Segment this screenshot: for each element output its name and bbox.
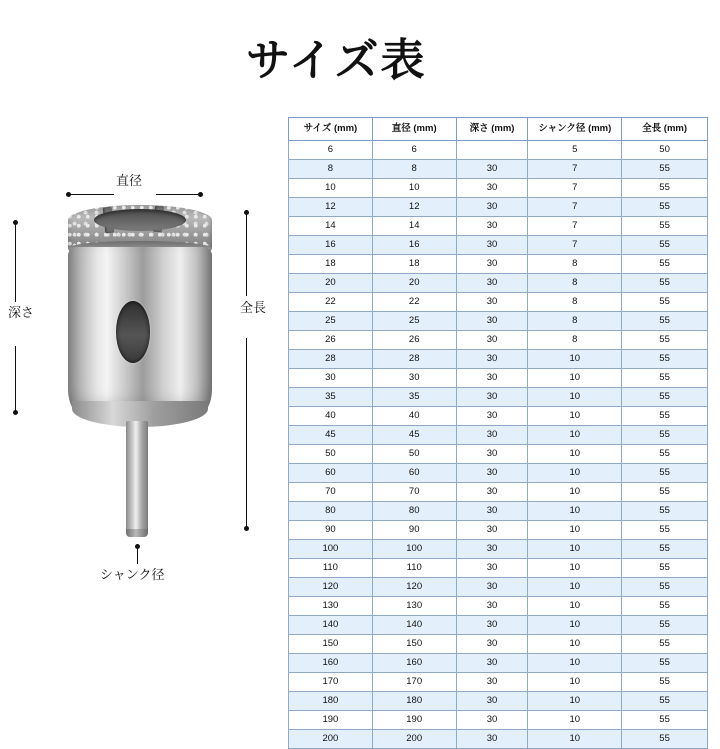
table-row bbox=[289, 502, 708, 521]
table-row bbox=[289, 692, 708, 711]
table-cell: 150 bbox=[289, 635, 373, 654]
diameter-label: 直径 bbox=[116, 173, 143, 188]
table-cell bbox=[456, 141, 528, 160]
table-cell: 30 bbox=[456, 407, 528, 426]
table-cell: 10 bbox=[528, 635, 622, 654]
table-cell: 14 bbox=[289, 217, 373, 236]
table-cell: 50 bbox=[372, 445, 456, 464]
table-cell: 55 bbox=[622, 179, 708, 198]
table-cell: 10 bbox=[528, 616, 622, 635]
product-dimension-diagram bbox=[0, 150, 280, 610]
shank-dim-endpoint bbox=[135, 544, 140, 549]
column-header-diameter: 直径 (mm) bbox=[372, 118, 456, 141]
column-header-size: サイズ (mm) bbox=[289, 118, 373, 141]
table-row bbox=[289, 483, 708, 502]
table-cell: 8 bbox=[528, 274, 622, 293]
table-cell: 25 bbox=[289, 312, 373, 331]
table-cell: 30 bbox=[456, 635, 528, 654]
table-cell: 55 bbox=[622, 407, 708, 426]
table-cell: 8 bbox=[528, 293, 622, 312]
table-cell: 10 bbox=[528, 483, 622, 502]
table-cell: 35 bbox=[372, 388, 456, 407]
table-cell: 10 bbox=[528, 502, 622, 521]
size-table bbox=[288, 117, 708, 749]
total-length-dim-line-top bbox=[246, 212, 247, 296]
table-cell: 100 bbox=[372, 540, 456, 559]
depth-dim-endpoint bbox=[13, 220, 18, 225]
table-cell: 7 bbox=[528, 179, 622, 198]
table-cell: 30 bbox=[456, 464, 528, 483]
table-cell: 55 bbox=[622, 635, 708, 654]
table-cell: 30 bbox=[456, 236, 528, 255]
table-cell: 7 bbox=[528, 160, 622, 179]
table-cell: 110 bbox=[289, 559, 373, 578]
table-cell: 30 bbox=[456, 559, 528, 578]
table-row bbox=[289, 255, 708, 274]
table-cell: 12 bbox=[372, 198, 456, 217]
table-row bbox=[289, 236, 708, 255]
table-row bbox=[289, 217, 708, 236]
column-header-total-length: 全長 (mm) bbox=[622, 118, 708, 141]
table-cell: 26 bbox=[372, 331, 456, 350]
table-cell: 35 bbox=[289, 388, 373, 407]
table-cell: 55 bbox=[622, 654, 708, 673]
table-cell: 6 bbox=[289, 141, 373, 160]
table-cell: 60 bbox=[289, 464, 373, 483]
table-cell: 55 bbox=[622, 502, 708, 521]
table-cell: 10 bbox=[528, 464, 622, 483]
table-cell: 55 bbox=[622, 540, 708, 559]
table-cell: 10 bbox=[372, 179, 456, 198]
table-cell: 30 bbox=[456, 198, 528, 217]
table-cell: 90 bbox=[372, 521, 456, 540]
table-row bbox=[289, 312, 708, 331]
depth-dim-line-top bbox=[15, 222, 16, 302]
table-header-row bbox=[289, 118, 708, 141]
table-cell: 30 bbox=[456, 312, 528, 331]
table-row bbox=[289, 540, 708, 559]
table-cell: 55 bbox=[622, 673, 708, 692]
table-cell: 30 bbox=[456, 521, 528, 540]
table-cell: 55 bbox=[622, 730, 708, 749]
table-cell: 55 bbox=[622, 483, 708, 502]
table-cell: 10 bbox=[528, 711, 622, 730]
table-cell: 30 bbox=[456, 350, 528, 369]
table-cell: 55 bbox=[622, 388, 708, 407]
table-cell: 30 bbox=[456, 654, 528, 673]
table-cell: 8 bbox=[528, 331, 622, 350]
table-cell: 16 bbox=[289, 236, 373, 255]
table-cell: 30 bbox=[456, 540, 528, 559]
table-cell: 50 bbox=[289, 445, 373, 464]
table-row bbox=[289, 331, 708, 350]
table-cell: 30 bbox=[456, 331, 528, 350]
table-row bbox=[289, 407, 708, 426]
table-cell: 60 bbox=[372, 464, 456, 483]
table-cell: 130 bbox=[372, 597, 456, 616]
table-cell: 10 bbox=[528, 578, 622, 597]
table-cell: 5 bbox=[528, 141, 622, 160]
shank-diameter-label: シャンク径 bbox=[100, 567, 165, 582]
table-cell: 55 bbox=[622, 559, 708, 578]
table-cell: 10 bbox=[528, 445, 622, 464]
table-cell: 10 bbox=[528, 426, 622, 445]
table-cell: 7 bbox=[528, 217, 622, 236]
table-cell: 30 bbox=[456, 217, 528, 236]
table-cell: 55 bbox=[622, 312, 708, 331]
table-row bbox=[289, 274, 708, 293]
table-cell: 30 bbox=[456, 502, 528, 521]
table-cell: 10 bbox=[528, 692, 622, 711]
total-length-dim-endpoint bbox=[244, 526, 249, 531]
table-row bbox=[289, 559, 708, 578]
column-header-shank-diameter: シャンク径 (mm) bbox=[528, 118, 622, 141]
table-cell: 30 bbox=[456, 578, 528, 597]
table-cell: 30 bbox=[456, 179, 528, 198]
table-cell: 8 bbox=[528, 312, 622, 331]
table-cell: 7 bbox=[528, 198, 622, 217]
shank bbox=[126, 421, 148, 533]
table-cell: 55 bbox=[622, 217, 708, 236]
table-cell: 10 bbox=[528, 597, 622, 616]
table-cell: 20 bbox=[372, 274, 456, 293]
table-cell: 110 bbox=[372, 559, 456, 578]
total-length-dim-endpoint bbox=[244, 210, 249, 215]
table-cell: 30 bbox=[456, 445, 528, 464]
table-cell: 30 bbox=[456, 388, 528, 407]
table-cell: 30 bbox=[456, 616, 528, 635]
table-cell: 190 bbox=[372, 711, 456, 730]
table-row bbox=[289, 179, 708, 198]
table-row bbox=[289, 654, 708, 673]
size-table-container bbox=[288, 117, 708, 749]
barrel-window-hole bbox=[116, 301, 150, 363]
depth-dim-endpoint bbox=[13, 410, 18, 415]
table-cell: 55 bbox=[622, 293, 708, 312]
table-row bbox=[289, 445, 708, 464]
table-cell: 30 bbox=[456, 160, 528, 179]
total-length-label: 全長 bbox=[240, 300, 267, 315]
table-cell: 55 bbox=[622, 350, 708, 369]
table-cell: 55 bbox=[622, 445, 708, 464]
table-cell: 120 bbox=[289, 578, 373, 597]
table-cell: 200 bbox=[289, 730, 373, 749]
table-cell: 50 bbox=[622, 141, 708, 160]
table-cell: 18 bbox=[289, 255, 373, 274]
table-cell: 70 bbox=[372, 483, 456, 502]
table-cell: 30 bbox=[456, 293, 528, 312]
page-title: サイズ表 bbox=[246, 36, 427, 85]
table-cell: 30 bbox=[456, 673, 528, 692]
depth-dim-line-bottom bbox=[15, 346, 16, 414]
table-row bbox=[289, 350, 708, 369]
table-cell: 55 bbox=[622, 274, 708, 293]
table-cell: 7 bbox=[528, 236, 622, 255]
table-cell: 55 bbox=[622, 426, 708, 445]
table-cell: 28 bbox=[289, 350, 373, 369]
shank-tip bbox=[126, 529, 148, 537]
table-cell: 40 bbox=[372, 407, 456, 426]
table-cell: 180 bbox=[372, 692, 456, 711]
table-cell: 55 bbox=[622, 616, 708, 635]
table-cell: 160 bbox=[372, 654, 456, 673]
table-cell: 45 bbox=[372, 426, 456, 445]
size-table-body bbox=[289, 141, 708, 749]
table-cell: 10 bbox=[528, 654, 622, 673]
table-cell: 26 bbox=[289, 331, 373, 350]
table-cell: 90 bbox=[289, 521, 373, 540]
table-cell: 55 bbox=[622, 597, 708, 616]
total-length-dim-line-bottom bbox=[246, 338, 247, 530]
table-cell: 30 bbox=[456, 369, 528, 388]
table-cell: 30 bbox=[456, 597, 528, 616]
table-cell: 160 bbox=[289, 654, 373, 673]
table-row bbox=[289, 426, 708, 445]
table-row bbox=[289, 635, 708, 654]
table-row bbox=[289, 369, 708, 388]
crown-opening bbox=[94, 209, 186, 231]
table-cell: 18 bbox=[372, 255, 456, 274]
table-cell: 10 bbox=[528, 730, 622, 749]
table-row bbox=[289, 673, 708, 692]
diameter-dim-endpoint bbox=[198, 192, 203, 197]
table-cell: 55 bbox=[622, 521, 708, 540]
table-cell: 30 bbox=[289, 369, 373, 388]
table-cell: 8 bbox=[372, 160, 456, 179]
table-cell: 55 bbox=[622, 198, 708, 217]
table-cell: 10 bbox=[528, 369, 622, 388]
diameter-dim-line-right bbox=[156, 194, 202, 195]
table-row bbox=[289, 160, 708, 179]
table-cell: 10 bbox=[528, 540, 622, 559]
table-row bbox=[289, 464, 708, 483]
table-cell: 45 bbox=[289, 426, 373, 445]
table-cell: 100 bbox=[289, 540, 373, 559]
table-cell: 6 bbox=[372, 141, 456, 160]
table-cell: 10 bbox=[528, 559, 622, 578]
table-cell: 30 bbox=[456, 255, 528, 274]
table-cell: 14 bbox=[372, 217, 456, 236]
table-row bbox=[289, 597, 708, 616]
table-cell: 16 bbox=[372, 236, 456, 255]
table-cell: 55 bbox=[622, 236, 708, 255]
table-row bbox=[289, 198, 708, 217]
table-row bbox=[289, 141, 708, 160]
table-cell: 55 bbox=[622, 464, 708, 483]
table-cell: 170 bbox=[289, 673, 373, 692]
table-cell: 200 bbox=[372, 730, 456, 749]
table-cell: 55 bbox=[622, 369, 708, 388]
table-cell: 55 bbox=[622, 692, 708, 711]
table-cell: 30 bbox=[456, 692, 528, 711]
size-table-head bbox=[289, 118, 708, 141]
depth-label: 深さ bbox=[8, 305, 35, 320]
table-row bbox=[289, 711, 708, 730]
table-cell: 30 bbox=[456, 274, 528, 293]
column-header-depth: 深さ (mm) bbox=[456, 118, 528, 141]
table-cell: 10 bbox=[289, 179, 373, 198]
table-cell: 8 bbox=[289, 160, 373, 179]
table-cell: 40 bbox=[289, 407, 373, 426]
table-cell: 140 bbox=[289, 616, 373, 635]
table-cell: 30 bbox=[456, 426, 528, 445]
table-cell: 55 bbox=[622, 160, 708, 179]
diameter-dim-line-left bbox=[68, 194, 114, 195]
table-cell: 55 bbox=[622, 331, 708, 350]
table-cell: 30 bbox=[456, 730, 528, 749]
table-cell: 120 bbox=[372, 578, 456, 597]
table-cell: 22 bbox=[372, 293, 456, 312]
table-row bbox=[289, 616, 708, 635]
table-cell: 180 bbox=[289, 692, 373, 711]
table-cell: 30 bbox=[456, 711, 528, 730]
table-cell: 55 bbox=[622, 255, 708, 274]
table-cell: 10 bbox=[528, 673, 622, 692]
drill-bit-illustration bbox=[60, 205, 220, 545]
table-cell: 55 bbox=[622, 711, 708, 730]
table-row bbox=[289, 388, 708, 407]
table-row bbox=[289, 521, 708, 540]
table-row bbox=[289, 578, 708, 597]
table-cell: 190 bbox=[289, 711, 373, 730]
table-cell: 70 bbox=[289, 483, 373, 502]
table-cell: 22 bbox=[289, 293, 373, 312]
table-cell: 8 bbox=[528, 255, 622, 274]
table-cell: 80 bbox=[372, 502, 456, 521]
table-cell: 10 bbox=[528, 521, 622, 540]
table-cell: 10 bbox=[528, 388, 622, 407]
shank-leader-line bbox=[137, 548, 138, 564]
table-cell: 30 bbox=[372, 369, 456, 388]
table-cell: 30 bbox=[456, 483, 528, 502]
table-cell: 130 bbox=[289, 597, 373, 616]
table-cell: 20 bbox=[289, 274, 373, 293]
table-cell: 80 bbox=[289, 502, 373, 521]
table-cell: 25 bbox=[372, 312, 456, 331]
table-cell: 150 bbox=[372, 635, 456, 654]
table-cell: 55 bbox=[622, 578, 708, 597]
table-cell: 12 bbox=[289, 198, 373, 217]
table-cell: 10 bbox=[528, 407, 622, 426]
table-cell: 170 bbox=[372, 673, 456, 692]
table-row bbox=[289, 730, 708, 749]
table-cell: 28 bbox=[372, 350, 456, 369]
table-cell: 140 bbox=[372, 616, 456, 635]
table-row bbox=[289, 293, 708, 312]
table-cell: 10 bbox=[528, 350, 622, 369]
diameter-dim-endpoint bbox=[66, 192, 71, 197]
